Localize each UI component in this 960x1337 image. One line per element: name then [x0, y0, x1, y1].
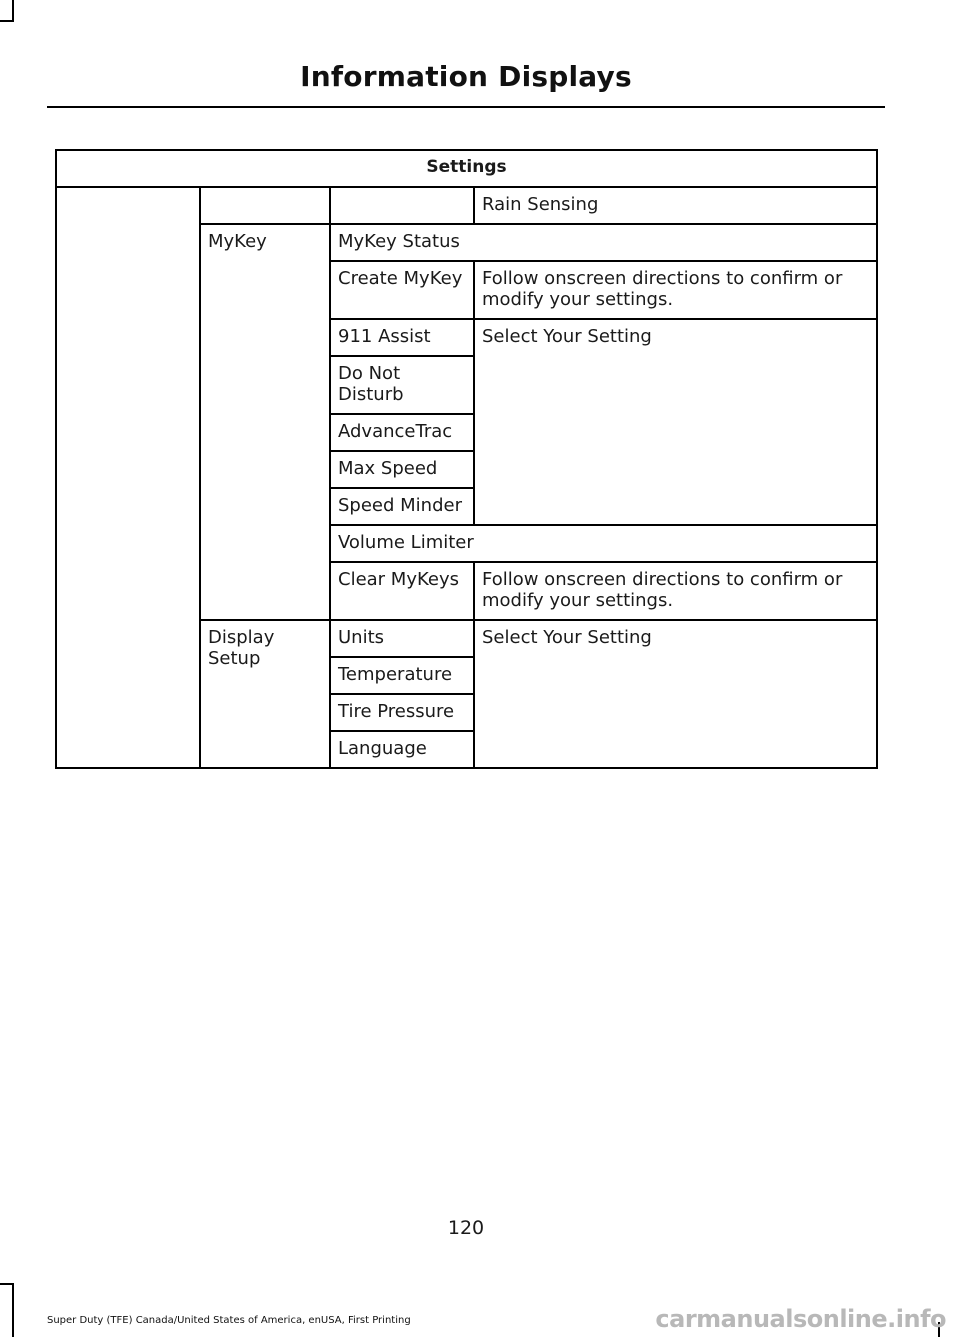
footer-text: Super Duty (TFE) Canada/United States of America, enUSA, First Printing [47, 1315, 411, 1326]
volume-limiter-cell: Volume Limiter [330, 525, 877, 562]
clear-mykeys-cell: Clear MyKeys [330, 562, 474, 620]
crop-mark [12, 0, 14, 22]
crop-mark [12, 1283, 14, 1337]
table-cell-empty [330, 187, 474, 224]
speed-minder-cell: Speed Minder [330, 488, 474, 525]
911-assist-cell: 911 Assist [330, 319, 474, 356]
units-cell: Units [330, 620, 474, 657]
table-cell-empty [200, 187, 330, 224]
display-setup-cell: Display Setup [200, 620, 330, 768]
mykey-cell: MyKey [200, 224, 330, 620]
do-not-disturb-cell: Do Not Disturb [330, 356, 474, 414]
language-cell: Language [330, 731, 474, 768]
display-select-setting-cell: Select Your Setting [474, 620, 877, 768]
max-speed-cell: Max Speed [330, 451, 474, 488]
create-mykey-action-cell: Follow onscreen directions to confirm or modify your settings. [474, 261, 877, 319]
watermark: carmanualsonline.info [655, 1305, 946, 1333]
rain-sensing-cell: Rain Sensing [474, 187, 877, 224]
crop-mark [0, 1283, 14, 1285]
settings-table [55, 149, 878, 769]
tire-pressure-cell: Tire Pressure [330, 694, 474, 731]
page-title: Information Displays [300, 60, 632, 93]
mykey-status-cell: MyKey Status [330, 224, 877, 261]
crop-mark [0, 20, 14, 22]
title-divider [47, 106, 885, 108]
mykey-select-setting-cell: Select Your Setting [474, 319, 877, 525]
page-number: 120 [447, 1217, 485, 1239]
temperature-cell: Temperature [330, 657, 474, 694]
table-cell-empty [56, 187, 200, 768]
clear-mykeys-action-cell: Follow onscreen directions to confirm or modify your settings. [474, 562, 877, 620]
advancetrac-cell: AdvanceTrac [330, 414, 474, 451]
create-mykey-cell: Create MyKey [330, 261, 474, 319]
table-row [56, 187, 877, 224]
table-heading: Settings [56, 150, 877, 187]
